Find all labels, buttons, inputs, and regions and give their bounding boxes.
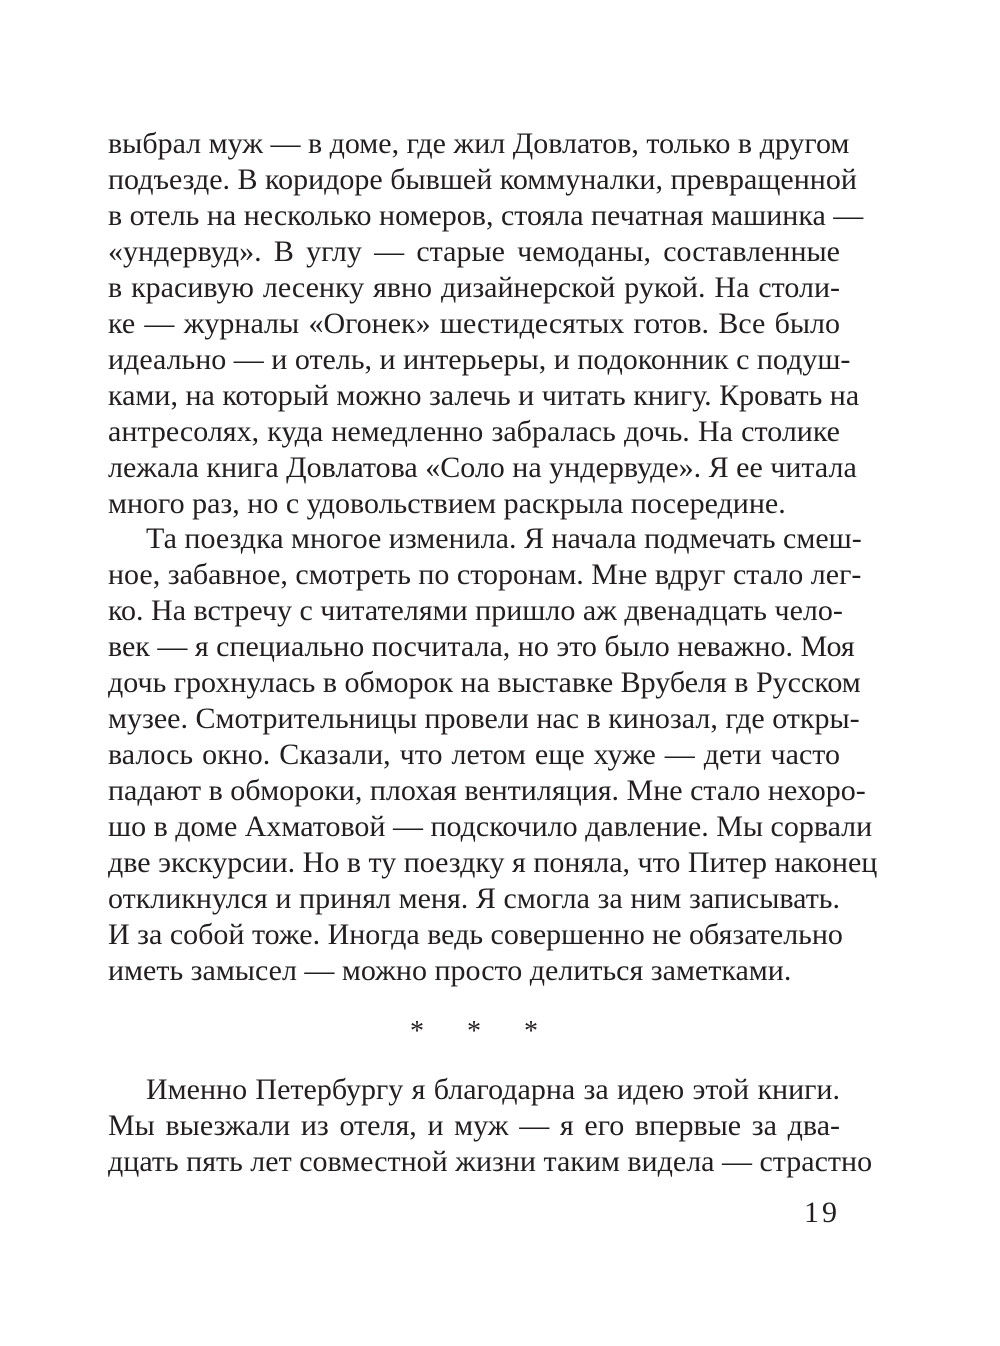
text-line: ное, забавное, смотреть по сторонам. Мне вдруг стало лег- (108, 558, 862, 591)
text-line: Та поездка многое изменила. Я начала подмечать смеш- (146, 522, 862, 555)
text-line: много раз, но с удовольствием раскрыла посередине. (108, 487, 786, 520)
paragraph-3 (108, 1072, 873, 1180)
text-line: лежала книга Довлатова «Соло на ундервуде». Я ее читала (108, 451, 857, 484)
text-line: в красивую лесенку явно дизайнерской рукой. На столи- (108, 271, 840, 304)
text-line: ками, на который можно залечь и читать книгу. Кровать на (108, 379, 860, 412)
text-line: антресолях, куда немедленно забралась дочь. На столике (108, 415, 840, 448)
paragraph-1 (108, 126, 864, 522)
text-line: шо в доме Ахматовой — подскочило давление. Мы сорвали (108, 810, 873, 843)
text-line: век — я специально посчитала, но это было неважно. Моя (108, 630, 855, 663)
text-line: иметь замысел — можно просто делиться заметками. (108, 954, 792, 987)
text-line: ке — журналы «Огонек» шестидесятых готов. Все было (108, 307, 840, 340)
text-line: дочь грохнулась в обморок на выставке Врубеля в Русском (108, 666, 861, 699)
text-line: в отель на несколько номеров, стояла печатная машинка — (108, 199, 864, 232)
text-line: две экскурсии. Но в ту поездку я поняла, что Питер наконец (108, 846, 878, 879)
section-separator: * * * (410, 1016, 556, 1047)
paragraph-2 (108, 521, 878, 989)
text-line: музее. Смотрительницы провели нас в кинозал, где откры- (108, 702, 860, 735)
page-number: 19 (804, 1196, 840, 1229)
text-line: падают в обмороки, плохая вентиляция. Мне стало нехоро- (108, 774, 866, 807)
text-line: валось окно. Сказали, что летом еще хуже — дети часто (108, 738, 840, 771)
text-line: Мы выезжали из отеля, и муж — я его впервые за два- (108, 1109, 840, 1142)
text-line: ко. На встречу с читателями пришло аж двенадцать чело- (108, 594, 843, 627)
text-line: идеально — и отель, и интерьеры, и подоконник с подуш- (108, 343, 851, 376)
text-line: дцать пять лет совместной жизни таким видела — страстно (108, 1145, 873, 1178)
text-line: подъезде. В коридоре бывшей коммуналки, превращенной (108, 163, 857, 196)
text-line: Именно Петербургу я благодарна за идею этой книги. (146, 1073, 840, 1106)
text-line: откликнулся и принял меня. Я смогла за ним записывать. (108, 882, 840, 915)
text-line: «ундервуд». В углу — старые чемоданы, составленные (108, 235, 840, 268)
text-line: И за собой тоже. Иногда ведь совершенно не обязательно (108, 918, 843, 951)
text-line: выбрал муж — в доме, где жил Довлатов, только в другом (108, 127, 850, 160)
